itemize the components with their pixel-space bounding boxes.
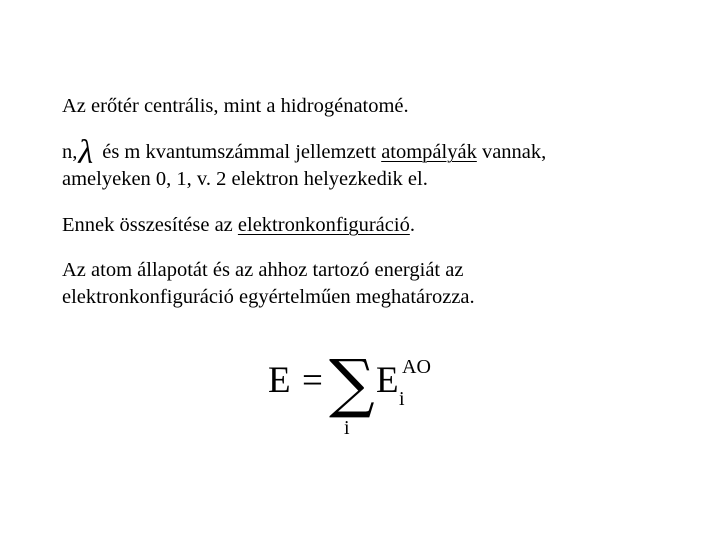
quantum-n-label: n,	[62, 141, 78, 163]
formula-equals: =	[302, 360, 323, 401]
formula-term: E	[376, 360, 399, 401]
atomic-orbitals-link[interactable]: atompályák	[381, 141, 477, 163]
formula-lhs: E	[268, 360, 291, 401]
quantum-text: és m kvantumszámmal jellemzett	[97, 141, 382, 163]
electron-configuration-link[interactable]: elektronkonfiguráció	[237, 214, 410, 236]
paragraph-line-2: amelyeken 0, 1, v. 2 elektron helyezkedik el.	[62, 168, 428, 190]
lambda-symbol: λ	[78, 134, 94, 171]
configuration-period: .	[409, 214, 415, 236]
quantum-text-end: vannak,	[476, 141, 547, 163]
configuration-text: Ennek összesítése az	[62, 214, 238, 236]
paragraph-line-1: Az atom állapotát és az ahhoz tartozó energiát az	[62, 259, 464, 281]
formula-superscript: AO	[402, 356, 431, 378]
summation-index: i	[344, 417, 350, 439]
formula-subscript: i	[399, 388, 405, 410]
summation-icon: ∑	[329, 347, 375, 421]
paragraph-text: Az erőtér centrális, mint a hidrogénatomé.	[62, 95, 409, 117]
paragraph-line-2: elektronkonfiguráció egyértelműen meghatározza.	[62, 286, 475, 308]
